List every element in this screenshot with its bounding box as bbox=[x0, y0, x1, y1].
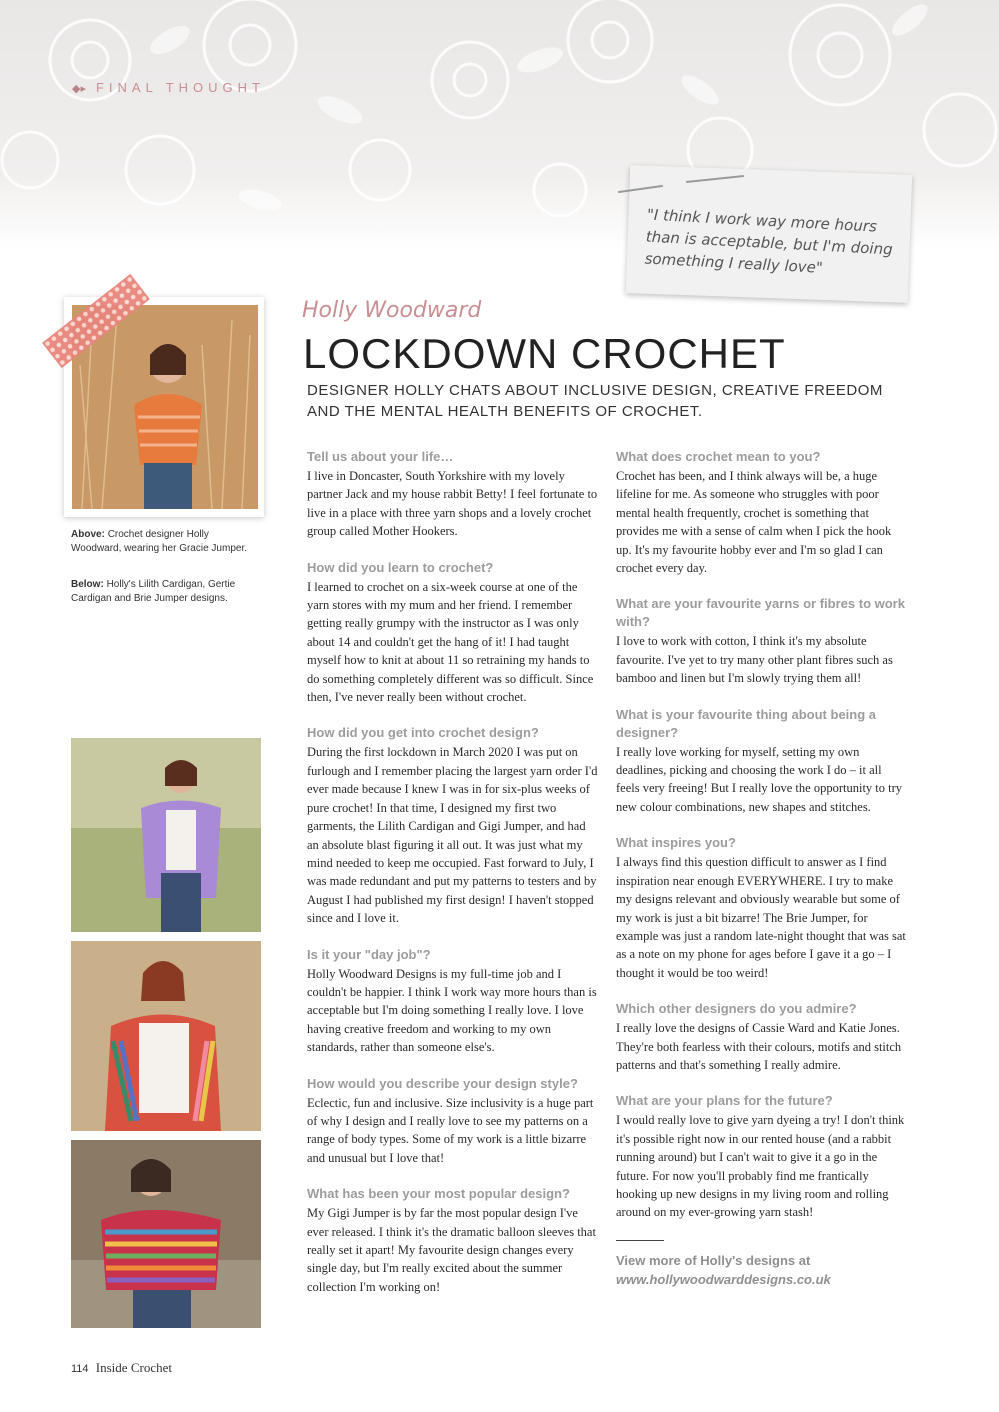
question-heading: Tell us about your life… bbox=[307, 449, 454, 464]
qa-block bbox=[307, 559, 599, 707]
qa-block bbox=[307, 448, 599, 541]
question-heading: How did you learn to crochet? bbox=[307, 559, 494, 575]
answer-text: Holly Woodward Designs is my full-time job and I couldn't be happier. I think I work way more hours than is acceptable but I'm doing something I really love. I love having creative freedom and working to my own standards, rather than someone else's. bbox=[307, 966, 597, 1055]
qa-block bbox=[616, 448, 908, 577]
answer-text: I live in Doncaster, South Yorkshire with my lovely partner Jack and my house rabbit Betty! I feel fortunate to live in a place with three yarn shops and a lovely crochet group called Mother Hookers. bbox=[307, 469, 598, 539]
qa-block bbox=[616, 595, 908, 687]
brie-jumper-photo bbox=[71, 1140, 261, 1328]
answer-text: I would really love to give yarn dyeing a try! I don't think it's possible right now in our rented house (and a rabbit running around) but I can't wait to give it a go in the future. For now you'll probably find me frantically hooking up new designs in my living room and rolling around on my ever-growing yarn stash! bbox=[616, 1113, 905, 1220]
question-heading: What is your favourite thing about being a designer? bbox=[616, 706, 877, 740]
question-heading: What inspires you? bbox=[616, 835, 736, 851]
question-heading: How did you get into crochet design? bbox=[307, 725, 539, 741]
pull-quote-note bbox=[626, 165, 912, 303]
publication-name: Inside Crochet bbox=[95, 1360, 172, 1375]
cta-text: View more of Holly's designs at bbox=[616, 1252, 811, 1268]
answer-text: I learned to crochet on a six-week course at one of the yarn stores with my mum and her friend. I remember getting really grumpy with the instructor as I was only about 14 and couldn't get the hang of it! I had taught myself how to knit at about 11 so retraining my hands to do something completely different was so difficult. Since then, I've never really been without crochet. bbox=[307, 579, 594, 705]
page-folio bbox=[71, 1360, 172, 1376]
website-link[interactable]: www.hollywoodwarddesigns.co.uk bbox=[616, 1271, 831, 1287]
pull-quote: "I think I work way more hours than is acceptable, but I'm doing something I really love" bbox=[644, 205, 894, 277]
section-label-text: FINAL THOUGHT bbox=[95, 80, 265, 95]
question-heading: What has been your most popular design? bbox=[307, 1186, 570, 1202]
page-number: 114 bbox=[71, 1363, 89, 1375]
answer-text: I really love working for myself, setting my own deadlines, picking and choosing the work I do – it all feels very freeing! But I really love the opportunity to try new colour combinations, new shapes and stitches. bbox=[616, 744, 903, 814]
caption-below-text: Holly's Lilith Cardigan, Gertie Cardigan and Brie Jumper designs. bbox=[71, 579, 236, 604]
article-title: LOCKDOWN CROCHET bbox=[303, 330, 786, 377]
byline: Holly Woodward bbox=[302, 298, 482, 323]
section-label bbox=[72, 80, 265, 95]
question-heading: How would you describe your design style? bbox=[307, 1075, 578, 1091]
caption-above-text: Crochet designer Holly Woodward, wearing her Gracie Jumper. bbox=[71, 529, 248, 554]
qa-block bbox=[616, 1000, 908, 1074]
caption-below-label: Below: bbox=[71, 579, 104, 590]
answer-text: Crochet has been, and I think always will be, a huge lifeline for me. As someone who struggles with poor mental health frequently, crochet is something that provides me with a sense of calm when I pick the hook up. It's my favourite hobby ever and I'm so glad I can crochet every day. bbox=[616, 469, 892, 576]
qa-block bbox=[307, 946, 599, 1057]
qa-block bbox=[307, 1075, 599, 1168]
qa-block bbox=[307, 1185, 599, 1296]
caption-below bbox=[71, 578, 261, 606]
answer-text: Eclectic, fun and inclusive. Size inclusivity is a huge part of why I design and I really love to see my patterns on a range of body types. Some of my work is a little bizarre and unusual but I love that! bbox=[307, 1095, 594, 1165]
qa-block bbox=[616, 706, 908, 817]
double-arrow-icon: ◆▸ bbox=[72, 83, 86, 95]
left-column bbox=[307, 448, 599, 1314]
qa-block bbox=[616, 1092, 908, 1221]
question-heading: What does crochet mean to you? bbox=[616, 449, 821, 464]
question-heading: Which other designers do you admire? bbox=[616, 1001, 857, 1017]
answer-text: My Gigi Jumper is by far the most popular design I've ever released. I think it's the dramatic balloon sleeves that really set it apart! My favourite design changes every single day, but I'm really excited about the summer collection I'm working on! bbox=[307, 1206, 596, 1294]
answer-text: I love to work with cotton, I think it's my absolute favourite. I've yet to try many other plant fibres such as bamboo and linen but I'm slowly trying them all! bbox=[616, 634, 893, 686]
question-heading: What are your favourite yarns or fibres to work with? bbox=[616, 596, 905, 630]
qa-block bbox=[307, 724, 599, 927]
caption-above bbox=[71, 528, 261, 556]
caption-above-label: Above: bbox=[71, 529, 105, 540]
question-heading: Is it your "day job"? bbox=[307, 946, 431, 962]
question-heading: What are your plans for the future? bbox=[616, 1093, 833, 1109]
qa-block bbox=[616, 834, 908, 982]
lilith-cardigan-photo bbox=[71, 738, 261, 932]
gertie-cardigan-photo bbox=[71, 941, 261, 1131]
designs-cta bbox=[616, 1251, 908, 1289]
answer-text: During the first lockdown in March 2020 I was put on furlough and I remember placing the largest yarn order I'd ever made because I knew I was in for six-plus weeks of pure crochet! In that time, I designed my first two garments, the Lilith Cardigan and Gigi Jumper, and had an absolute blast figuring it all out. It was just what my mind needed to keep me occupied. Fast forward to July, I was made redundant and put my patterns to testers and by August I had published my first design! I haven't stopped since and I love it. bbox=[307, 745, 598, 926]
right-column bbox=[616, 448, 908, 1289]
answer-text: I really love the designs of Cassie Ward and Katie Jones. They're both fearless with their colours, motifs and stitch patterns and that's something I really admire. bbox=[616, 1021, 902, 1072]
standfirst: DESIGNER HOLLY CHATS ABOUT INCLUSIVE DESIGN, CREATIVE FREEDOM AND THE MENTAL HEALTH BENEFITS OF CROCHET. bbox=[307, 382, 883, 420]
answer-text: I always find this question difficult to answer as I find inspiration near enough EVERYWHERE. I try to make my designs relevant and obviously wearable but some of my work is just a bit bizarre! The Brie Jumper, for example was just a random late-night thought that was sat as a note on my phone for ages before I gave it a go – I thought it would be too weird! bbox=[616, 855, 906, 980]
divider bbox=[616, 1240, 664, 1241]
